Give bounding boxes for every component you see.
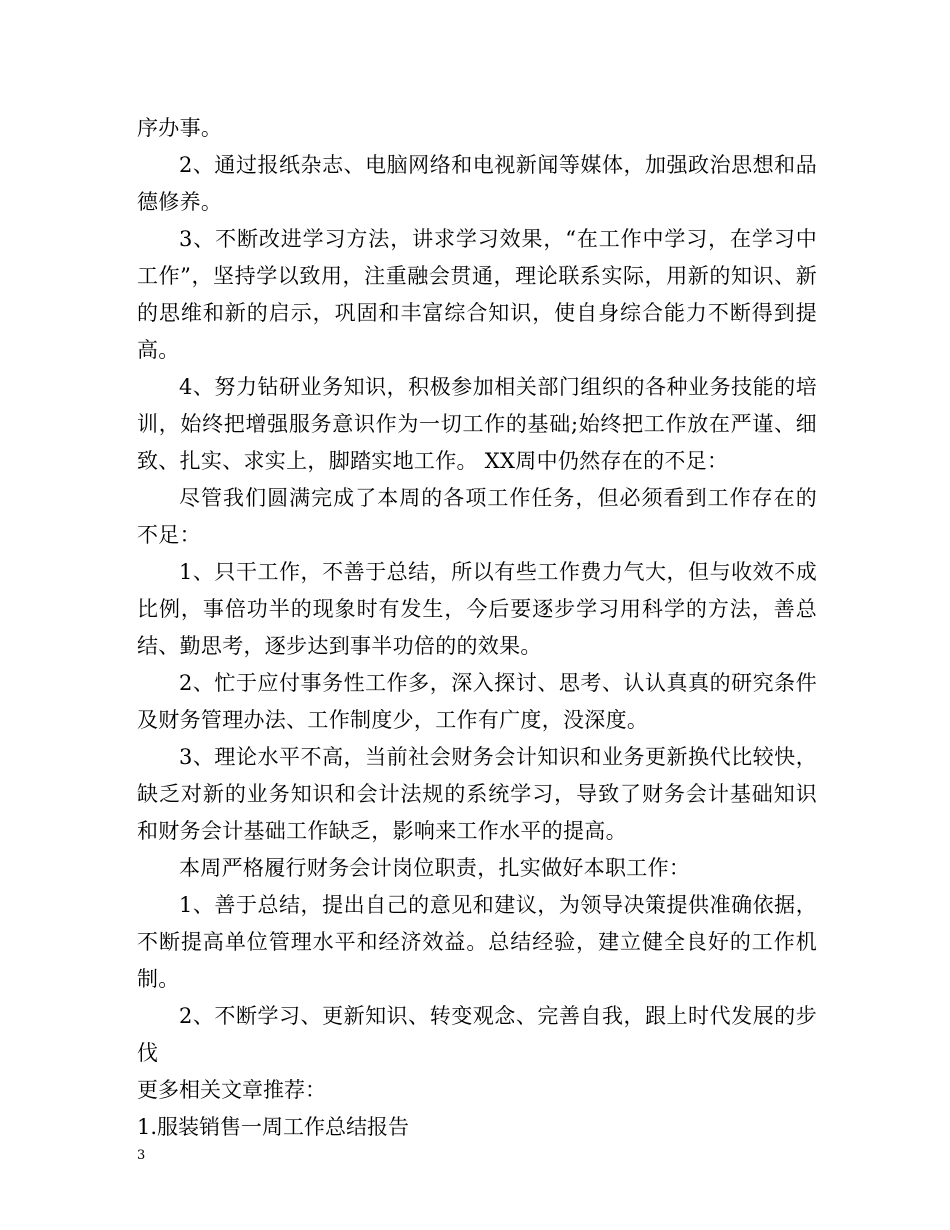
document-body bbox=[137, 110, 817, 1146]
paragraph-2: 2、通过报纸杂志、电脑网络和电视新闻等媒体，加强政治思想和品德修养。 bbox=[137, 153, 817, 214]
related-articles-heading: 更多相关文章推荐： bbox=[137, 1078, 326, 1102]
page-number: 3 bbox=[137, 1148, 146, 1163]
paragraph-11: 2、不断学习、更新知识、转变观念、完善自我，跟上时代发展的步伐 bbox=[137, 1004, 817, 1065]
paragraph-3: 3、不断改进学习方法，讲求学习效果，“在工作中学习，在学习中工作”，坚持学以致用，注重融会贯通，理论联系实际，用新的知识、新的思维和新的启示，巩固和丰富综合知识，使自身综合能力不断得到提高。 bbox=[137, 227, 817, 362]
paragraph-5: 尽管我们圆满完成了本周的各项工作任务，但必须看到工作存在的不足： bbox=[137, 486, 817, 547]
paragraph-7: 2、忙于应付事务性工作多，深入探讨、思考、认认真真的研究条件及财务管理办法、工作制度少，工作有广度，没深度。 bbox=[137, 671, 817, 732]
paragraph-9: 本周严格履行财务会计岗位职责，扎实做好本职工作： bbox=[179, 856, 691, 880]
paragraph-1: 序办事。 bbox=[137, 116, 223, 140]
related-article-link[interactable]: 1.服装销售一周工作总结报告 bbox=[137, 1115, 410, 1139]
paragraph-8: 3、理论水平不高，当前社会财务会计知识和业务更新换代比较快，缺乏对新的业务知识和会计法规的系统学习，导致了财务会计基础知识和财务会计基础工作缺乏，影响来工作水平的提高。 bbox=[137, 745, 817, 843]
paragraph-4: 4、努力钻研业务知识，积极参加相关部门组织的各种业务技能的培训，始终把增强服务意识作为一切工作的基础;始终把工作放在严谨、细致、扎实、求实上，脚踏实地工作。 XX周中仍然存在的不足： bbox=[137, 375, 817, 473]
paragraph-6: 1、只干工作，不善于总结，所以有些工作费力气大，但与收效不成比例，事倍功半的现象时有发生，今后要逐步学习用科学的方法，善总结、勤思考，逐步达到事半功倍的的效果。 bbox=[137, 560, 817, 658]
paragraph-10: 1、善于总结，提出自己的意见和建议，为领导决策提供准确依据，不断提高单位管理水平和经济效益。总结经验，建立健全良好的工作机制。 bbox=[137, 893, 817, 991]
